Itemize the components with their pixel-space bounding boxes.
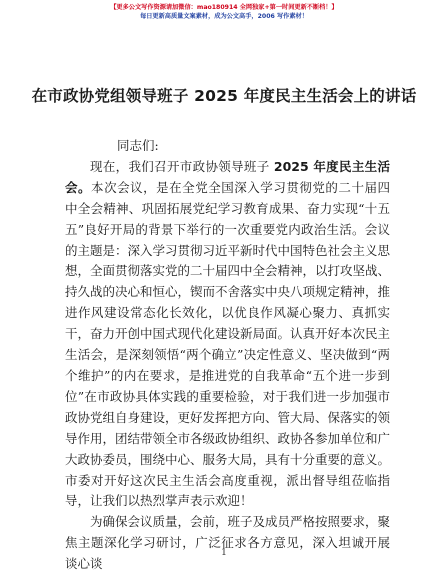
promo-banner-line-2: 每日更新高质量文案素材，成为公文高手，2006 写作素材！ [140,13,308,20]
paragraph-2-text-b: 主题深化学习研讨，广泛征求各方意见，深入坦诚开展谈心谈 [65,535,390,572]
salutation: 同志们: [117,138,159,153]
document-body [65,136,390,575]
promo-banner-line-1: 【更多公文写作资源请加微信：mao180914 全网独家+第一时间更新不断档！】 [110,4,338,11]
page-number: 1 [221,548,227,558]
paragraph-1-lead: 现在，我们召开市政协领导班子 [90,158,274,174]
promo-banner [0,3,448,21]
paragraph-2 [65,512,390,575]
paragraph-1 [65,157,390,512]
paragraph-1-text: 本次会议，是在全党全国深入学习贯彻党的二十届四中全会精神、巩固拓展党纪学习教育成果、奋力实现“十五五”良好开局的背景下举行的一次重要党内政治生活。会议的主题是：深入学习贯彻习近平新时代中国特色社会主义思想，全面贯彻落实党的二十届四中全会精神，以打攻坚战、持久战的决心和恒心，锲而不舍落实中央八项规定精神，推进作风建设常态化长效化，以优良作风凝心聚力、真抓实干，奋力开创中国式现代化建设新局面。认真开好本次民主生活会，是深刻领悟“两个确立”决定性意义、坚决做到“两个维护”的内在要求，是推进党的自我革命“五个进一步到位”在市政协具体实践的重要检验，对于我们进一步加强市政协党组自身建设，更好发挥把方向、管大局、保落实的领导作用，团结带领全市各级政协组织、政协各参加单位和广大政协委员，围绕中心、服务大局，具有十分重要的意义。市委对开好这次民主生活会高度重视，派出督导组莅临指导，让我们以热烈掌声表示欢迎！ [65,179,391,509]
paragraph-2-text-a: 为确保会议质量，会前，班子及成员严格按照要求，聚焦 [65,514,391,551]
document-title: 在市政协党组领导班子 2025 年度民主生活会上的讲话 [31,87,417,105]
paragraph-1-emphasis: 2025 年度民主生活会。 [65,158,390,195]
